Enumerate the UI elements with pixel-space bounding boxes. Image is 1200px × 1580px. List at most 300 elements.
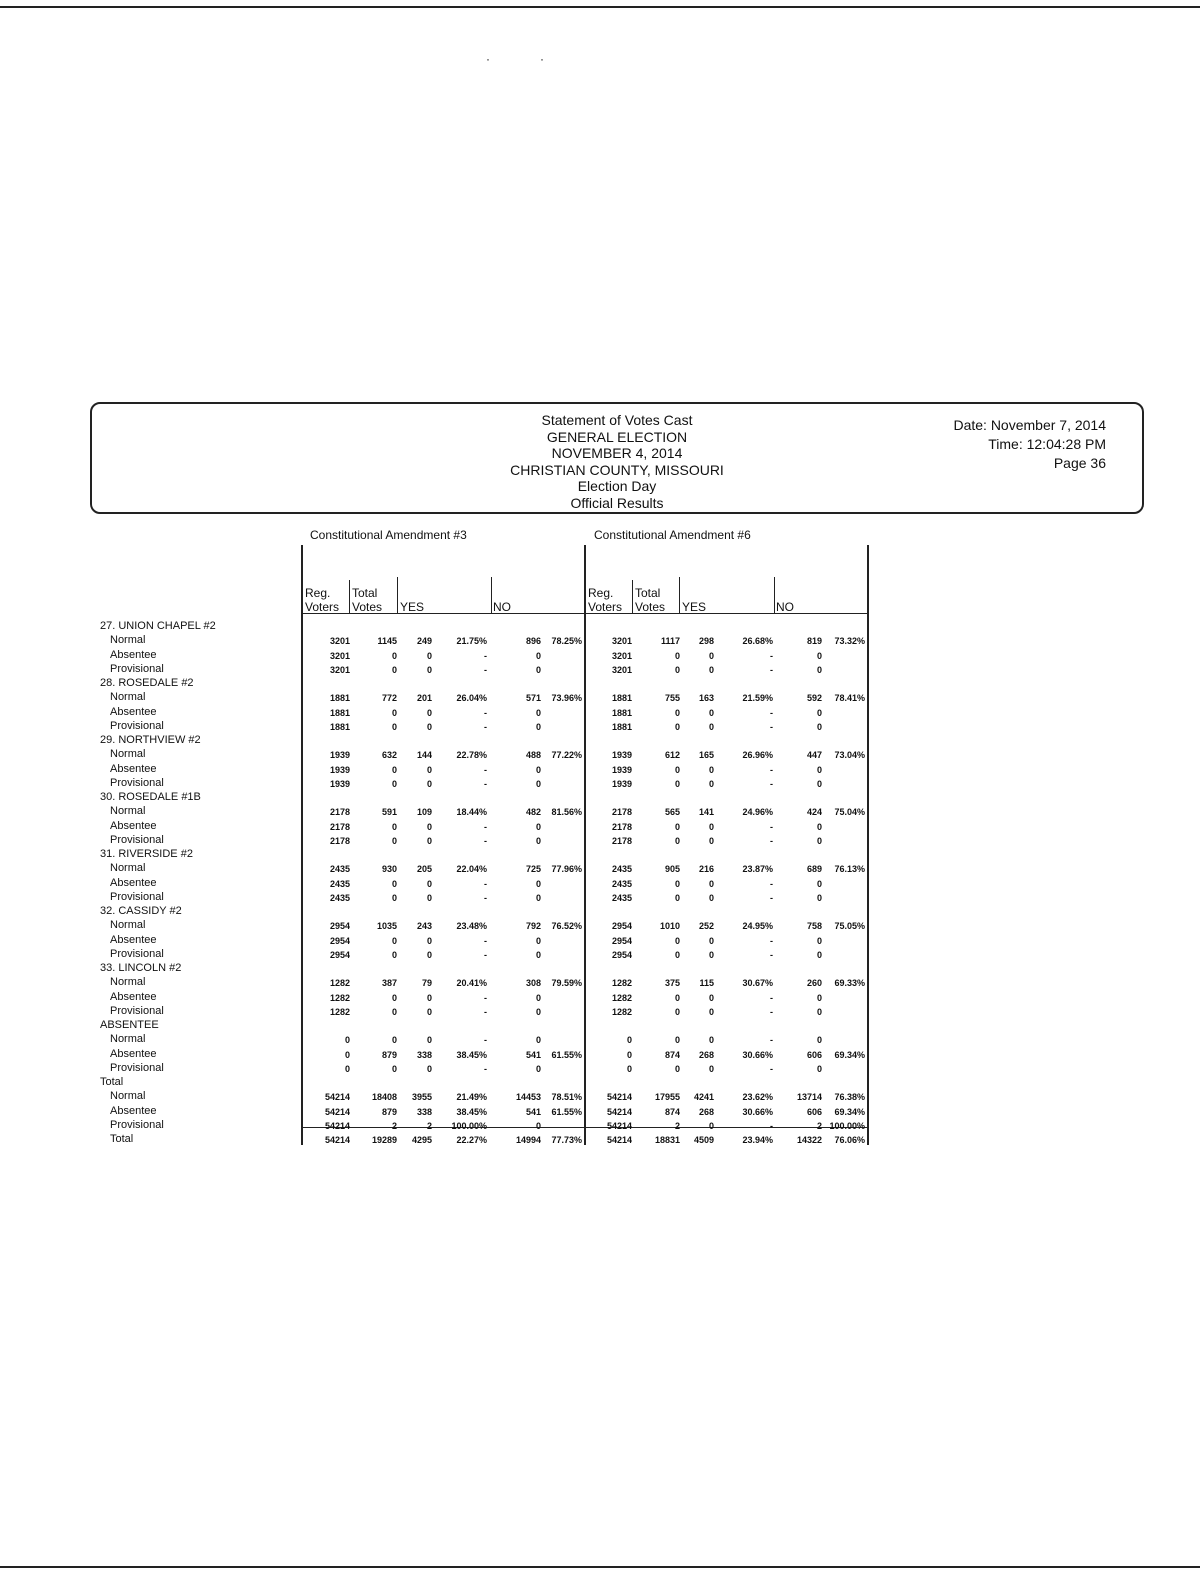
precinct-header-row — [0, 734, 1200, 748]
cell-reg-voters: 1881 — [611, 693, 632, 704]
cell-no-votes: 0 — [535, 764, 541, 775]
cell-reg-voters: 1282 — [611, 992, 632, 1003]
cell-yes-votes: 4509 — [693, 1135, 714, 1145]
cell-no-votes: 606 — [806, 1049, 822, 1060]
cell-no-pct: 69.33% — [834, 978, 865, 989]
cell-reg-voters: 2178 — [329, 835, 350, 846]
cell-yes-pct: - — [770, 949, 773, 960]
cell-yes-pct: - — [770, 821, 773, 832]
cell-yes-pct: - — [770, 1120, 773, 1131]
table-row — [0, 834, 1200, 848]
cell-total-votes: 1010 — [659, 921, 680, 932]
cell-total-votes: 591 — [381, 807, 397, 818]
cell-yes-pct: - — [770, 1063, 773, 1074]
cell-total-votes: 0 — [391, 935, 397, 946]
row-end-tick — [584, 651, 585, 659]
cell-total-votes: 387 — [381, 978, 397, 989]
cell-no-votes: 424 — [806, 807, 822, 818]
cell-no-votes: 0 — [816, 1035, 822, 1046]
cell-no-votes: 0 — [535, 1063, 541, 1074]
cell-yes-pct: 21.59% — [742, 693, 773, 704]
cell-no-votes: 0 — [816, 650, 822, 661]
row-end-tick — [584, 1007, 585, 1015]
table-row — [0, 1119, 1200, 1133]
cell-yes-pct: - — [484, 821, 487, 832]
cell-total-votes: 930 — [381, 864, 397, 875]
cell-no-votes: 14994 — [515, 1135, 541, 1145]
cell-yes-pct: 20.41% — [456, 978, 487, 989]
col-reg-voters-a: Reg. Voters — [305, 586, 340, 614]
cell-yes-pct: - — [770, 650, 773, 661]
cell-yes-votes: 243 — [416, 921, 432, 932]
election-date: NOVEMBER 4, 2014 — [551, 445, 683, 461]
top-rule — [0, 6, 1200, 8]
cell-yes-votes: 0 — [426, 878, 432, 889]
cell-no-votes: 606 — [806, 1106, 822, 1117]
cell-total-votes: 375 — [664, 978, 680, 989]
table-row — [0, 748, 1200, 762]
cell-reg-voters: 2178 — [329, 807, 350, 818]
cell-reg-voters: 2435 — [611, 864, 632, 875]
cell-no-votes: 447 — [806, 750, 822, 761]
cell-reg-voters: 54214 — [324, 1135, 350, 1145]
cell-yes-votes: 0 — [708, 935, 714, 946]
cell-total-votes: 0 — [674, 949, 680, 960]
precinct-header-row — [0, 791, 1200, 805]
table-row — [0, 691, 1200, 705]
cell-total-votes: 17955 — [654, 1092, 680, 1103]
cell-yes-pct: 22.04% — [456, 864, 487, 875]
cell-no-votes: 592 — [806, 693, 822, 704]
table-row — [0, 720, 1200, 734]
cell-yes-pct: - — [770, 1035, 773, 1046]
cell-no-votes: 725 — [525, 864, 541, 875]
cell-reg-voters: 2954 — [329, 949, 350, 960]
cell-yes-votes: 0 — [708, 892, 714, 903]
table-row — [0, 1105, 1200, 1119]
cell-reg-voters: 54214 — [606, 1120, 632, 1131]
cell-reg-voters: 1939 — [329, 778, 350, 789]
cell-yes-pct: - — [770, 764, 773, 775]
row-end-tick — [867, 665, 868, 673]
row-label: Absentee — [110, 648, 157, 661]
row-label: Normal — [110, 1090, 146, 1103]
cell-yes-votes: 0 — [426, 892, 432, 903]
row-label: 29. NORTHVIEW #2 — [100, 734, 201, 746]
table-row — [0, 877, 1200, 891]
row-end-tick — [867, 1035, 868, 1043]
cell-yes-votes: 79 — [421, 978, 432, 989]
row-label: Provisional — [110, 719, 164, 732]
row-label: Provisional — [110, 833, 164, 846]
report-meta — [953, 416, 1106, 473]
row-label: Normal — [110, 1033, 146, 1046]
row-label: Absentee — [110, 762, 157, 775]
cell-no-votes: 896 — [525, 636, 541, 647]
cell-no-pct: 76.13% — [834, 864, 865, 875]
row-end-tick — [867, 836, 868, 844]
cell-reg-voters: 2435 — [611, 878, 632, 889]
cell-reg-voters: 2954 — [611, 921, 632, 932]
row-label: 31. RIVERSIDE #2 — [100, 848, 193, 860]
cell-yes-votes: 252 — [698, 921, 714, 932]
cell-total-votes: 879 — [381, 1106, 397, 1117]
col-divider — [632, 580, 633, 613]
cell-no-votes: 0 — [535, 992, 541, 1003]
cell-yes-pct: 23.48% — [456, 921, 487, 932]
cell-total-votes: 0 — [391, 949, 397, 960]
cell-total-votes: 632 — [381, 750, 397, 761]
cell-reg-voters: 2954 — [329, 921, 350, 932]
cell-reg-voters: 0 — [344, 1049, 350, 1060]
row-label: Normal — [110, 691, 146, 704]
cell-yes-votes: 163 — [698, 693, 714, 704]
cell-no-votes: 0 — [816, 992, 822, 1003]
row-end-tick — [584, 693, 585, 701]
results-table — [0, 620, 1200, 1147]
row-end-tick — [584, 1064, 585, 1072]
cell-no-votes: 0 — [535, 650, 541, 661]
row-label: Provisional — [110, 1118, 164, 1131]
row-end-tick — [867, 722, 868, 730]
cell-reg-voters: 1939 — [611, 750, 632, 761]
cell-yes-pct: 21.75% — [456, 636, 487, 647]
cell-no-votes: 260 — [806, 978, 822, 989]
row-end-tick — [867, 864, 868, 872]
row-end-tick — [867, 750, 868, 758]
cell-reg-voters: 1282 — [329, 978, 350, 989]
cell-yes-votes: 0 — [708, 650, 714, 661]
row-end-tick — [584, 864, 585, 872]
cell-reg-voters: 1282 — [329, 992, 350, 1003]
cell-yes-votes: 205 — [416, 864, 432, 875]
cell-total-votes: 19289 — [371, 1135, 397, 1145]
cell-no-votes: 0 — [535, 878, 541, 889]
row-label: Provisional — [110, 662, 164, 675]
report-status: Official Results — [570, 494, 664, 511]
cell-yes-pct: 22.27% — [456, 1135, 487, 1145]
cell-no-votes: 0 — [535, 664, 541, 675]
row-label: Provisional — [110, 1061, 164, 1074]
cell-yes-votes: 0 — [708, 821, 714, 832]
cell-no-votes: 14453 — [515, 1092, 541, 1103]
row-label: 33. LINCOLN #2 — [100, 962, 182, 974]
cell-yes-pct: - — [484, 878, 487, 889]
table-row — [0, 649, 1200, 663]
cell-reg-voters: 54214 — [324, 1106, 350, 1117]
cell-yes-votes: 216 — [698, 864, 714, 875]
cell-yes-votes: 0 — [426, 821, 432, 832]
cell-total-votes: 0 — [674, 778, 680, 789]
cell-no-votes: 0 — [816, 892, 822, 903]
row-end-tick — [867, 807, 868, 815]
cell-yes-votes: 201 — [416, 693, 432, 704]
cell-total-votes: 879 — [381, 1049, 397, 1060]
row-end-tick — [584, 636, 585, 644]
cell-no-votes: 0 — [816, 778, 822, 789]
row-end-tick — [867, 993, 868, 1001]
cell-no-pct: 75.05% — [834, 921, 865, 932]
cell-reg-voters: 0 — [626, 1035, 632, 1046]
cell-no-pct: 78.51% — [551, 1092, 582, 1103]
cell-no-votes: 0 — [535, 1120, 541, 1131]
cell-yes-pct: 21.49% — [456, 1092, 487, 1103]
cell-reg-voters: 2178 — [611, 821, 632, 832]
cell-no-votes: 541 — [525, 1106, 541, 1117]
cell-reg-voters: 3201 — [329, 636, 350, 647]
cell-yes-votes: 2 — [426, 1120, 432, 1131]
cell-yes-votes: 0 — [708, 1063, 714, 1074]
cell-reg-voters: 2954 — [329, 935, 350, 946]
cell-no-votes: 0 — [535, 778, 541, 789]
cell-total-votes: 0 — [674, 821, 680, 832]
cell-total-votes: 0 — [391, 1006, 397, 1017]
row-end-tick — [584, 807, 585, 815]
cell-yes-votes: 0 — [708, 992, 714, 1003]
cell-yes-votes: 0 — [426, 707, 432, 718]
cell-reg-voters: 2178 — [611, 807, 632, 818]
county-name: CHRISTIAN COUNTY, MISSOURI — [510, 461, 724, 478]
row-label: Normal — [110, 805, 146, 818]
cell-total-votes: 905 — [664, 864, 680, 875]
row-label: 28. ROSEDALE #2 — [100, 677, 194, 689]
table-row — [0, 948, 1200, 962]
cell-total-votes: 612 — [664, 750, 680, 761]
cell-yes-pct: 23.87% — [742, 864, 773, 875]
cell-total-votes: 874 — [664, 1106, 680, 1117]
cell-yes-votes: 0 — [708, 1035, 714, 1046]
cell-total-votes: 18831 — [654, 1135, 680, 1145]
cell-yes-votes: 0 — [708, 707, 714, 718]
cell-yes-pct: - — [770, 1006, 773, 1017]
cell-no-pct: 81.56% — [551, 807, 582, 818]
row-end-tick — [867, 921, 868, 929]
table-row — [0, 891, 1200, 905]
cell-no-votes: 819 — [806, 636, 822, 647]
cell-no-votes: 0 — [535, 1035, 541, 1046]
table-row — [0, 1062, 1200, 1076]
cell-no-votes: 14322 — [796, 1135, 822, 1145]
row-label: Absentee — [110, 1047, 157, 1060]
cell-no-votes: 0 — [816, 878, 822, 889]
cell-total-votes: 0 — [391, 650, 397, 661]
table-row — [0, 634, 1200, 648]
grand-total-row — [0, 1133, 1200, 1147]
cell-no-votes: 0 — [816, 821, 822, 832]
cell-yes-pct: - — [484, 835, 487, 846]
cell-yes-votes: 4295 — [411, 1135, 432, 1145]
cell-no-votes: 488 — [525, 750, 541, 761]
cell-yes-votes: 0 — [426, 1006, 432, 1017]
cell-no-pct: 100.00% — [829, 1120, 865, 1131]
row-end-tick — [584, 879, 585, 887]
cell-yes-votes: 109 — [416, 807, 432, 818]
cell-no-votes: 308 — [525, 978, 541, 989]
row-end-tick — [867, 822, 868, 830]
row-end-tick — [867, 978, 868, 986]
row-label: 30. ROSEDALE #1B — [100, 791, 201, 803]
cell-reg-voters: 0 — [344, 1035, 350, 1046]
row-label: Provisional — [110, 776, 164, 789]
row-end-tick — [584, 708, 585, 716]
cell-yes-votes: 0 — [708, 721, 714, 732]
cell-no-votes: 0 — [816, 935, 822, 946]
cell-reg-voters: 3201 — [611, 664, 632, 675]
cell-total-votes: 0 — [391, 892, 397, 903]
row-label: ABSENTEE — [100, 1019, 159, 1031]
table-row — [0, 663, 1200, 677]
cell-yes-pct: - — [484, 721, 487, 732]
cell-total-votes: 0 — [674, 1035, 680, 1046]
col-no-b: NO — [776, 600, 794, 614]
cell-total-votes: 18408 — [371, 1092, 397, 1103]
cell-total-votes: 0 — [391, 821, 397, 832]
col-divider — [679, 577, 680, 613]
cell-reg-voters: 54214 — [606, 1135, 632, 1145]
cell-no-votes: 0 — [535, 821, 541, 832]
cell-total-votes: 0 — [391, 764, 397, 775]
cell-no-votes: 0 — [535, 892, 541, 903]
cell-reg-voters: 2178 — [611, 835, 632, 846]
precinct-header-row — [0, 677, 1200, 691]
cell-yes-pct: - — [770, 721, 773, 732]
cell-yes-pct: - — [484, 935, 487, 946]
bottom-rule — [0, 1566, 1200, 1568]
cell-yes-pct: 30.67% — [742, 978, 773, 989]
cell-yes-pct: - — [484, 778, 487, 789]
cell-total-votes: 0 — [674, 878, 680, 889]
cell-no-votes: 571 — [525, 693, 541, 704]
table-row — [0, 805, 1200, 819]
cell-yes-pct: 24.96% — [742, 807, 773, 818]
cell-yes-pct: - — [770, 878, 773, 889]
cell-yes-votes: 0 — [426, 1035, 432, 1046]
row-end-tick — [584, 1035, 585, 1043]
row-end-tick — [584, 978, 585, 986]
cell-no-pct: 73.96% — [551, 693, 582, 704]
cell-no-votes: 758 — [806, 921, 822, 932]
election-name: GENERAL ELECTION — [546, 428, 688, 445]
cell-total-votes: 0 — [391, 664, 397, 675]
row-label: Total — [110, 1133, 134, 1145]
col-yes-a: YES — [400, 600, 425, 614]
cell-no-votes: 0 — [816, 1063, 822, 1074]
cell-no-pct: 78.41% — [834, 693, 865, 704]
cell-reg-voters: 1881 — [329, 707, 350, 718]
cell-yes-pct: 30.66% — [742, 1049, 773, 1060]
cell-reg-voters: 1939 — [611, 764, 632, 775]
cell-no-votes: 0 — [816, 707, 822, 718]
cell-yes-votes: 249 — [416, 636, 432, 647]
cell-yes-votes: 144 — [416, 750, 432, 761]
cell-yes-votes: 0 — [708, 835, 714, 846]
row-end-tick — [867, 651, 868, 659]
row-end-tick — [867, 1135, 868, 1143]
scan-specks: · · — [486, 52, 544, 66]
cell-no-pct: 61.55% — [551, 1049, 582, 1060]
cell-reg-voters: 0 — [626, 1063, 632, 1074]
row-label: Normal — [110, 919, 146, 932]
cell-yes-pct: - — [484, 664, 487, 675]
cell-reg-voters: 0 — [626, 1049, 632, 1060]
cell-total-votes: 0 — [674, 892, 680, 903]
table-row — [0, 777, 1200, 791]
cell-reg-voters: 1939 — [611, 778, 632, 789]
cell-yes-votes: 0 — [426, 764, 432, 775]
cell-yes-pct: 38.45% — [456, 1106, 487, 1117]
cell-yes-pct: - — [484, 764, 487, 775]
col-total-votes-a: Total Votes — [352, 586, 383, 614]
cell-reg-voters: 1881 — [611, 721, 632, 732]
row-end-tick — [584, 665, 585, 673]
cell-yes-votes: 0 — [708, 1120, 714, 1131]
col-divider — [397, 577, 398, 613]
cell-yes-pct: 23.62% — [742, 1092, 773, 1103]
row-end-tick — [867, 636, 868, 644]
row-label: Normal — [110, 748, 146, 761]
precinct-header-row — [0, 905, 1200, 919]
cell-no-votes: 0 — [816, 949, 822, 960]
cell-no-pct: 76.06% — [834, 1135, 865, 1145]
row-label: Normal — [110, 634, 146, 647]
cell-total-votes: 1117 — [660, 636, 680, 647]
table-row — [0, 991, 1200, 1005]
cell-reg-voters: 0 — [344, 1063, 350, 1074]
cell-total-votes: 0 — [674, 664, 680, 675]
row-end-tick — [867, 1007, 868, 1015]
cell-yes-votes: 0 — [426, 935, 432, 946]
cell-total-votes: 2 — [674, 1120, 680, 1131]
cell-reg-voters: 2435 — [329, 892, 350, 903]
cell-yes-pct: 26.04% — [456, 693, 487, 704]
cell-reg-voters: 1881 — [329, 721, 350, 732]
cell-reg-voters: 1282 — [329, 1006, 350, 1017]
row-end-tick — [584, 722, 585, 730]
cell-reg-voters: 54214 — [324, 1092, 350, 1103]
cell-yes-votes: 0 — [708, 878, 714, 889]
cell-yes-pct: - — [484, 1006, 487, 1017]
row-label: 27. UNION CHAPEL #2 — [100, 620, 216, 632]
cell-yes-votes: 0 — [426, 949, 432, 960]
cell-reg-voters: 3201 — [329, 664, 350, 675]
cell-yes-votes: 0 — [426, 835, 432, 846]
row-end-tick — [867, 779, 868, 787]
report-title: Statement of Votes Cast — [541, 412, 693, 428]
cell-no-votes: 0 — [535, 835, 541, 846]
cell-total-votes: 0 — [391, 878, 397, 889]
row-label: Provisional — [110, 1004, 164, 1017]
cell-reg-voters: 3201 — [611, 636, 632, 647]
cell-no-pct: 78.25% — [551, 636, 582, 647]
cell-yes-votes: 115 — [699, 978, 714, 989]
cell-reg-voters: 1881 — [611, 707, 632, 718]
table-row — [0, 1090, 1200, 1104]
cell-total-votes: 0 — [674, 721, 680, 732]
row-label: Provisional — [110, 890, 164, 903]
row-end-tick — [584, 950, 585, 958]
cell-yes-pct: - — [770, 707, 773, 718]
row-end-tick — [584, 993, 585, 1001]
cell-no-pct: 69.34% — [834, 1106, 865, 1117]
cell-no-pct: 73.32% — [834, 636, 865, 647]
cell-yes-pct: - — [770, 992, 773, 1003]
cell-yes-pct: - — [484, 892, 487, 903]
cell-reg-voters: 54214 — [324, 1120, 350, 1131]
cell-no-pct: 77.22% — [551, 750, 582, 761]
table-row — [0, 976, 1200, 990]
table-row — [0, 919, 1200, 933]
row-label: Normal — [110, 976, 146, 989]
